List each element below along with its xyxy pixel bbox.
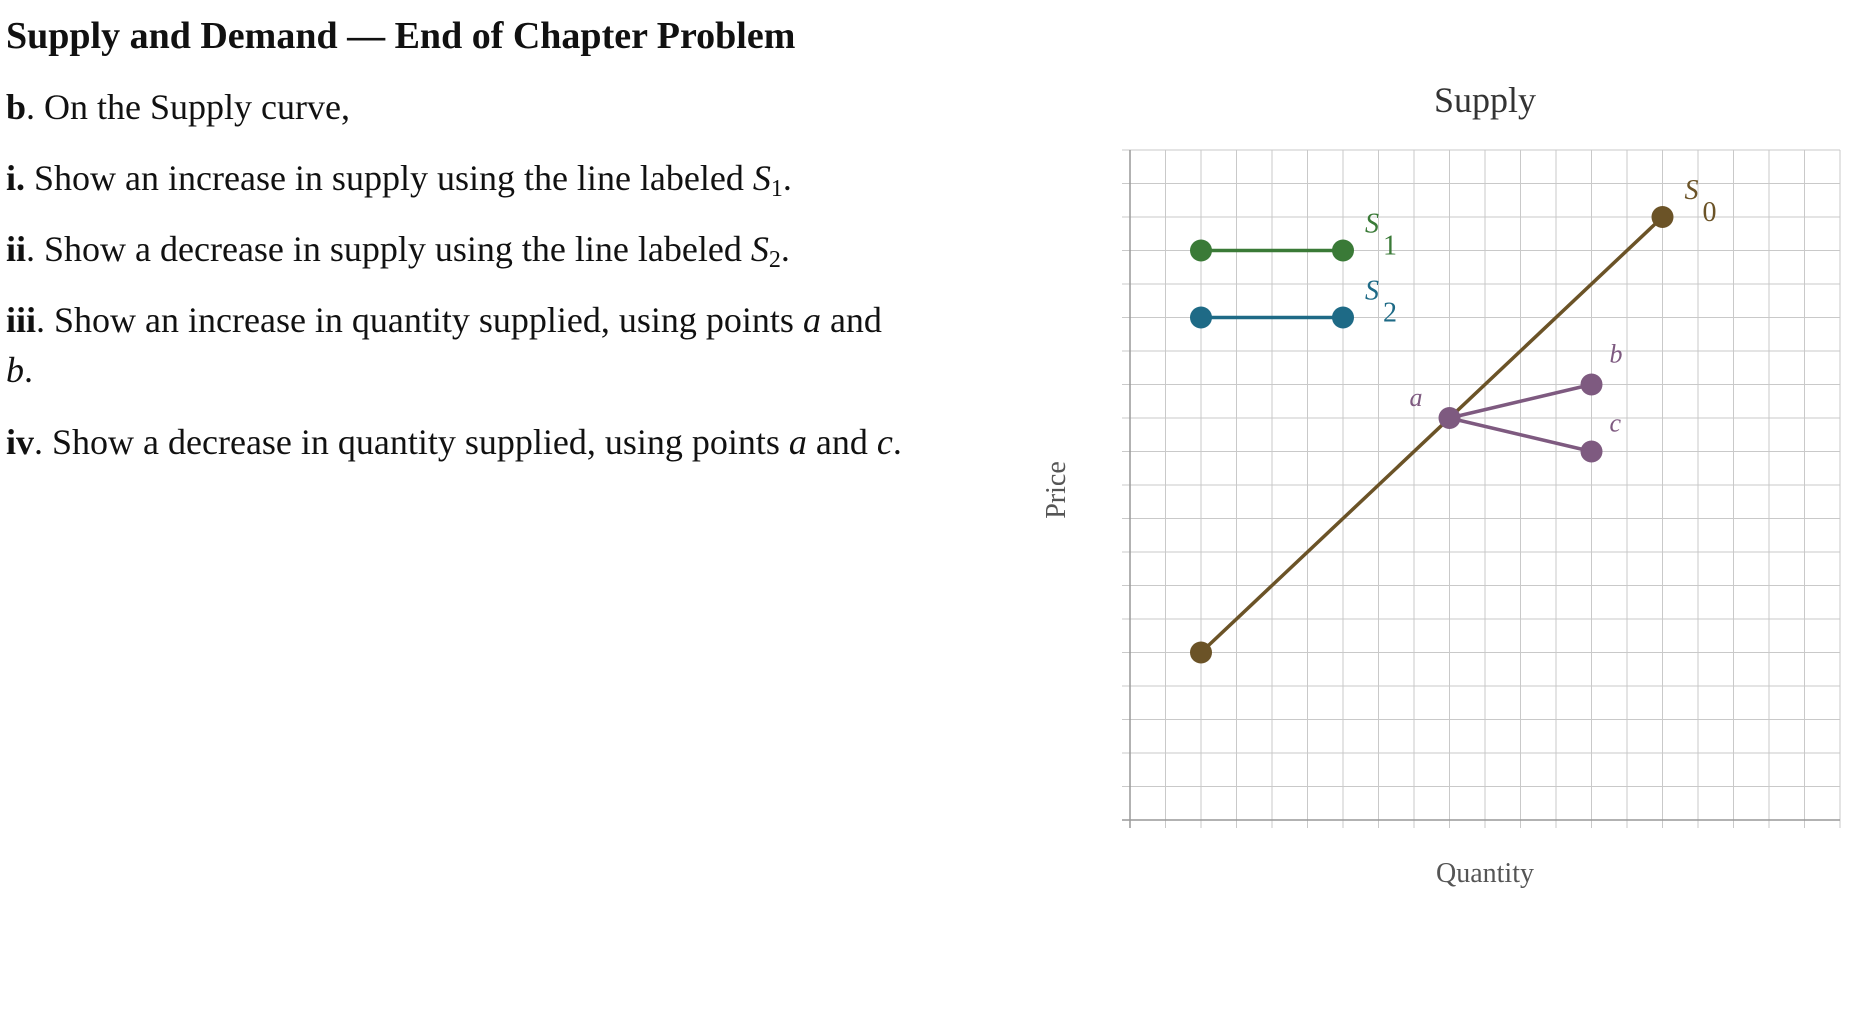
- part-i-marker: i.: [6, 158, 26, 198]
- part-iv-var1: a: [788, 422, 807, 462]
- part-iv-marker: iv: [6, 422, 35, 462]
- series-point-s0-end: [1652, 206, 1674, 228]
- part-iii-text: . Show an increase in quantity supplied, using points: [36, 300, 803, 340]
- series-label-s1: S1: [1365, 208, 1397, 262]
- series-point-s1-end: [1332, 240, 1354, 262]
- point-label-c: c: [1609, 408, 1622, 438]
- part-i-var: S: [752, 158, 771, 198]
- part-i-text: Show an increase in supply using the line labeled: [25, 158, 753, 198]
- part-ii-sub: 2: [768, 247, 781, 273]
- y-axis-label: Price: [1041, 461, 1072, 519]
- part-iv-var2: c: [876, 422, 893, 462]
- part-b-text: . On the Supply curve,: [26, 87, 350, 127]
- x-axis-label: Quantity: [1436, 858, 1534, 889]
- problem-part-iii: [6, 295, 906, 395]
- point-c: [1581, 441, 1603, 463]
- problem-part-ii: [6, 224, 906, 274]
- part-ii-end: .: [780, 229, 790, 269]
- series-label-s2: S2: [1365, 275, 1397, 329]
- page-title: Supply and Demand — End of Chapter Problem: [6, 15, 796, 57]
- series-label-s0: S0: [1684, 175, 1717, 228]
- point-b: [1581, 374, 1603, 396]
- problem-part-iv: [6, 417, 906, 467]
- part-iv-end: .: [892, 422, 902, 462]
- series-line-s0: [1201, 217, 1663, 653]
- part-ii-text: . Show a decrease in supply using the line labeled: [26, 229, 751, 269]
- problem-part-i: [6, 153, 906, 203]
- problem-part-b: [6, 82, 906, 132]
- part-iii-var2: b: [6, 350, 24, 390]
- part-iii-marker: iii: [6, 300, 37, 340]
- chart-title: Supply: [1433, 80, 1537, 120]
- series-s2: [1190, 276, 1397, 329]
- part-iv-mid: and: [806, 422, 877, 462]
- supply-chart: [1020, 70, 1864, 950]
- part-iii-mid: and: [820, 300, 882, 340]
- part-iii-end: .: [24, 350, 33, 390]
- part-ii-marker: ii: [6, 229, 27, 269]
- part-ii-var: S: [750, 229, 769, 269]
- series-point-s1-start: [1190, 240, 1212, 262]
- series-s1: [1190, 209, 1397, 262]
- series-point-s0-start: [1190, 642, 1212, 664]
- part-b-marker: b: [6, 87, 27, 127]
- point-label-a: a: [1409, 383, 1423, 412]
- part-i-sub: 1: [770, 176, 783, 202]
- series-point-s2-end: [1332, 307, 1354, 329]
- point-a: [1439, 407, 1461, 429]
- part-iv-text: . Show a decrease in quantity supplied, using points: [34, 422, 789, 462]
- supply-chart-svg: [1020, 70, 1864, 950]
- part-i-end: .: [782, 158, 792, 198]
- part-iii-var1: a: [802, 300, 821, 340]
- series-point-s2-start: [1190, 307, 1212, 329]
- point-label-b: b: [1609, 339, 1623, 369]
